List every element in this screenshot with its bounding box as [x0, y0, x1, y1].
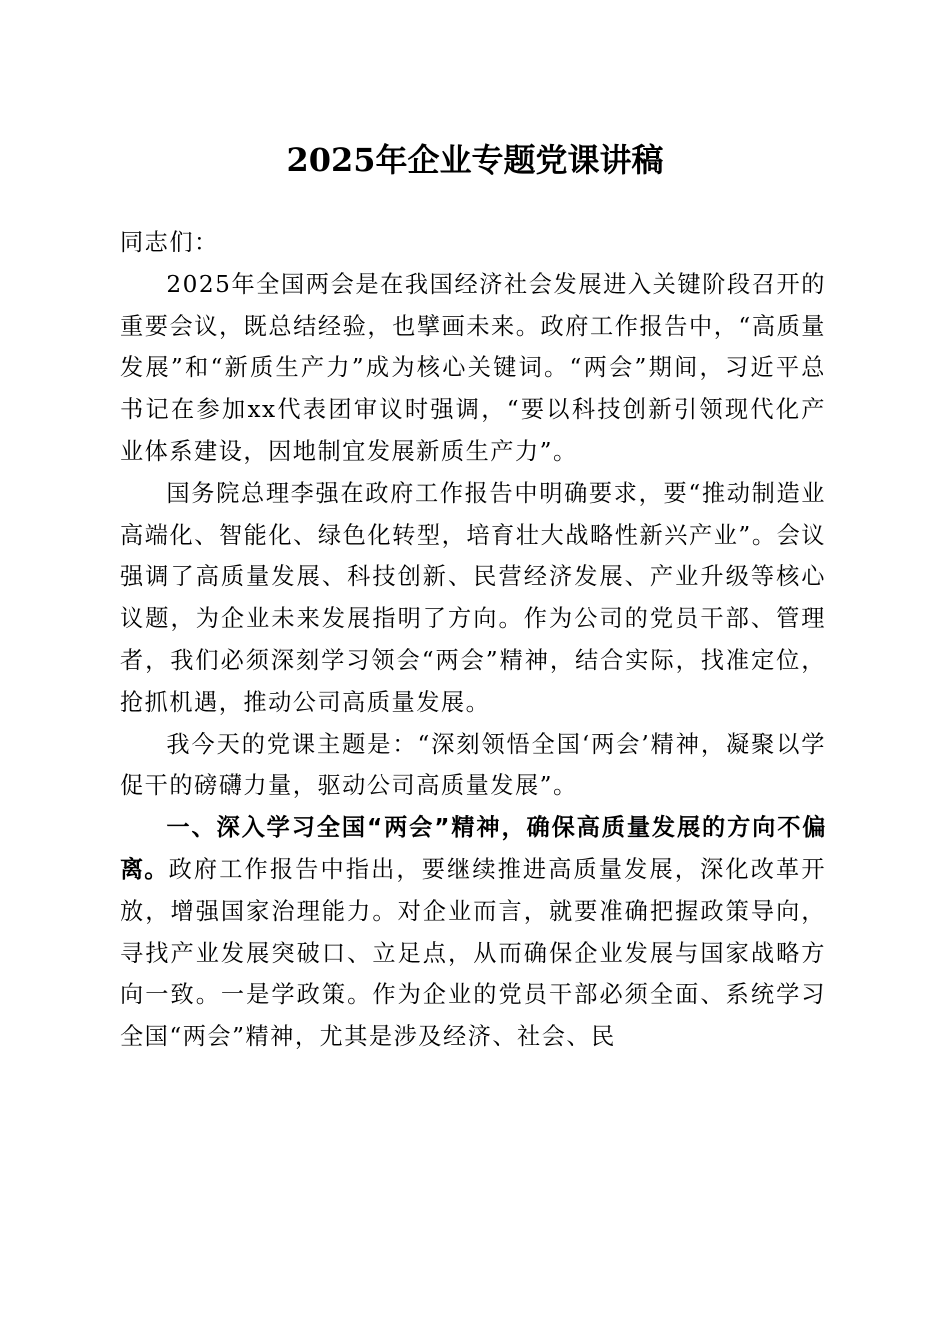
section-1-heading: 一、深入学习全国“两会”精神，确保高质量发展的方向不偏离。: [120, 814, 826, 883]
paragraph-intro: 2025年全国两会是在我国经济社会发展进入关键阶段召开的重要会议，既总结经验，也擘画未来。政府工作报告中，“高质量发展”和“新质生产力”成为核心关键词。“两会”期间，习近平总书记在参加xx代表团审议时强调，“要以科技创新引领现代化产业体系建设，因地制宜发展新质生产力”。: [120, 270, 826, 465]
section-1-paragraph: [120, 807, 826, 1058]
salutation: 同志们：: [120, 229, 219, 256]
section-1-text: 政府工作报告中指出，要继续推进高质量发展，深化改革开放，增强国家治理能力。对企业而言，就要准确把握政策导向，寻找产业发展突破口、立足点，从而确保企业发展与国家战略方向一致。一是学政策。作为企业的党员干部必须全面、系统学习全国“两会”精神，尤其是涉及经济、社会、民: [120, 855, 827, 1051]
paragraph-premier-report: 国务院总理李强在政府工作报告中明确要求，要“推动制造业高端化、智能化、绿色化转型，培育壮大战略性新兴产业”。会议强调了高质量发展、科技创新、民营经济发展、产业升级等核心议题，为企业未来发展指明了方向。作为公司的党员干部、管理者，我们必须深刻学习领会“两会”精神，结合实际，找准定位，抢抓机遇，推动公司高质量发展。: [120, 479, 826, 716]
paragraph-lecture-theme: 我今天的党课主题是：“深刻领悟全国‘两会’精神，凝聚以学促干的磅礴力量，驱动公司高质量发展”。: [120, 730, 826, 800]
document-title: 2025年企业专题党课讲稿: [286, 141, 664, 179]
document-body: [120, 222, 826, 1058]
